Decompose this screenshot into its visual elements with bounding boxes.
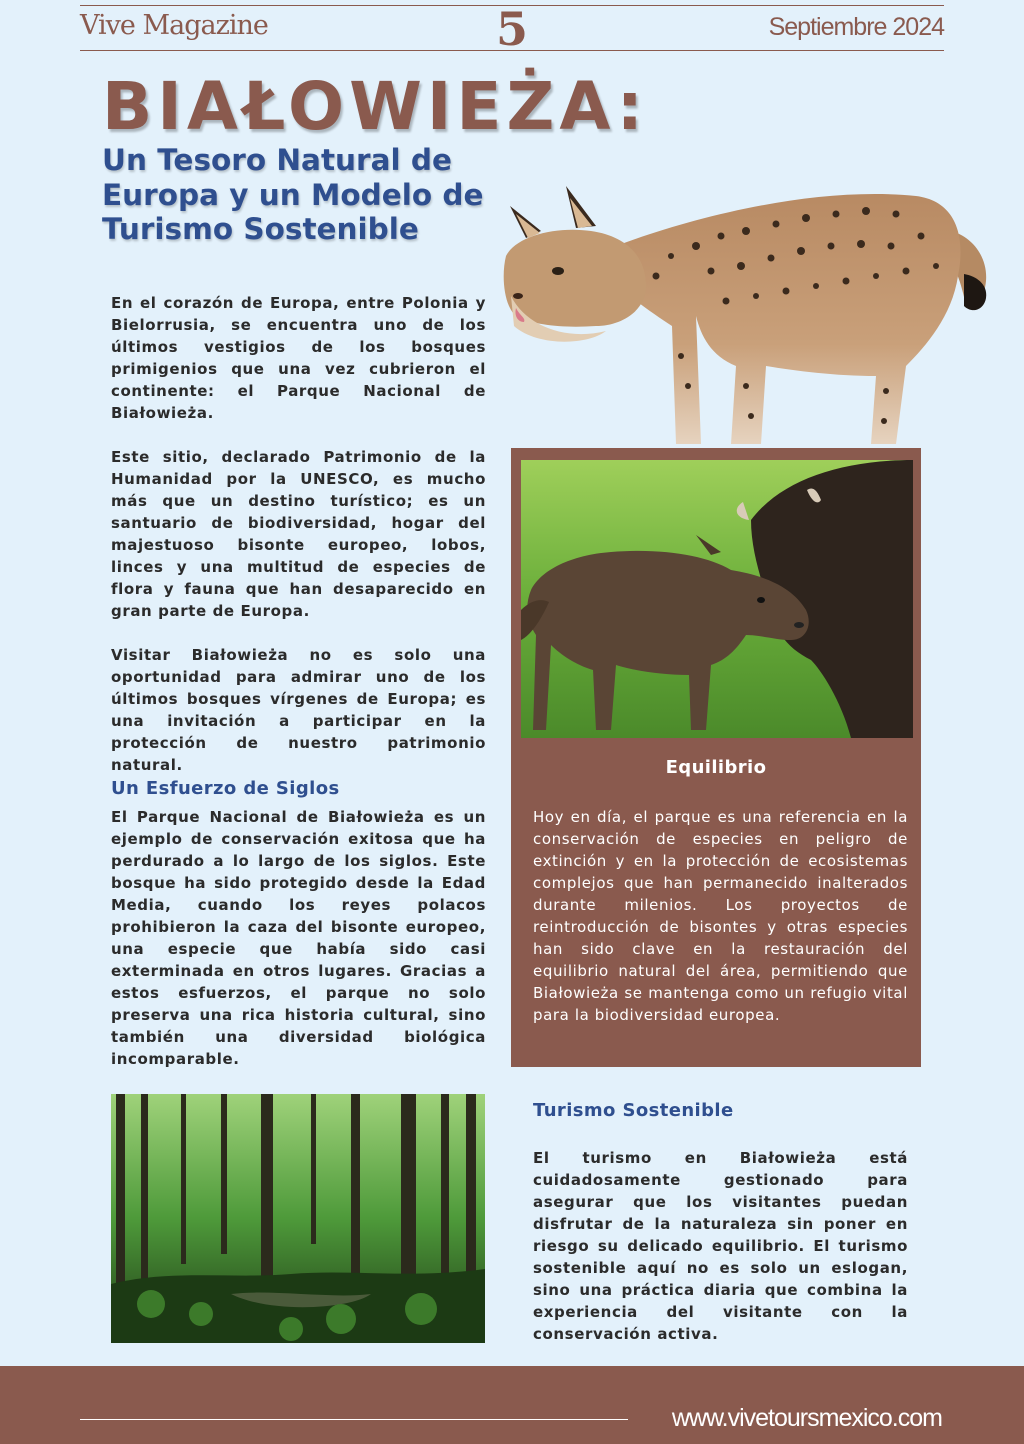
turismo-text: El turismo en Białowieża está cuidadosamente gestionado para asegurar que los visitantes puedan disfrutar de la naturaleza sin poner en riesgo su delicado equilibrio. El turismo sostenible aquí no es solo un eslogan, sino una práctica diaria que combina la experiencia del visitante con la conservación activa. [533,1149,908,1343]
equilibrio-text: Hoy en día, el parque es una referencia en la conservación de especies en peligro de extinción y en la protección de ecosistemas complejos que han permanecido inalterados durante milenios. Los proyectos de reintroducción de bisontes y otras especies han sido clave en la restauración del equilibrio natural del área, permitiendo que Białowieża se mantenga como un refugio vital para la biodiversidad europea. [533,808,908,1024]
article-title: BIAŁOWIEŻA: [102,68,649,145]
lynx-photo [496,176,996,448]
equilibrio-heading: Equilibrio [665,757,767,778]
footer-rule [80,1419,628,1420]
forest-photo [111,1094,485,1343]
page-number: 5 [495,2,528,56]
intro-paragraph-3: Visitar Białowieża no es solo una oportunidad para admirar uno de los últimos bosques vírgenes de Europa; es una invitación a participar en la protección de nuestro patrimonio natural. [111,646,486,774]
intro-paragraph-1: En el corazón de Europa, entre Polonia y Bielorrusia, se encuentra uno de los últimos vestigios de los bosques primigenios que una vez cubrieron el continente: el Parque Nacional de Białowieża. [111,294,486,422]
intro-paragraph-2: Este sitio, declarado Patrimonio de la Humanidad por la UNESCO, es mucho más que un destino turístico; es un santuario de biodiversidad, hogar del majestuoso bisonte europeo, lobos, linces y una multitud de especies de flora y fauna que han desaparecido en gran parte de Europa. [111,448,486,620]
siglos-heading: Un Esfuerzo de Siglos [111,778,340,799]
intro-section [111,292,486,776]
siglos-text: El Parque Nacional de Białowieża es un ejemplo de conservación exitosa que ha perdurado a lo largo de los siglos. Este bosque ha sido protegido desde la Edad Media, cuando los reyes polacos prohibieron la caza del bisonte europeo, una especie que había sido casi exterminada en otros lugares. Gracias a estos esfuerzos, el parque no solo preserva una rica historia cultural, sino también una diversidad biológica incomparable. [111,808,486,1068]
magazine-name: Vive Magazine [80,10,268,41]
issue-date: Septiembre 2024 [768,13,944,41]
footer-url[interactable]: www.vivetoursmexico.com [671,1404,942,1432]
bison-photo [521,460,913,738]
article-subtitle: Un Tesoro Natural de Europa y un Modelo de Turismo Sostenible [102,143,484,246]
turismo-heading: Turismo Sostenible [533,1100,734,1121]
